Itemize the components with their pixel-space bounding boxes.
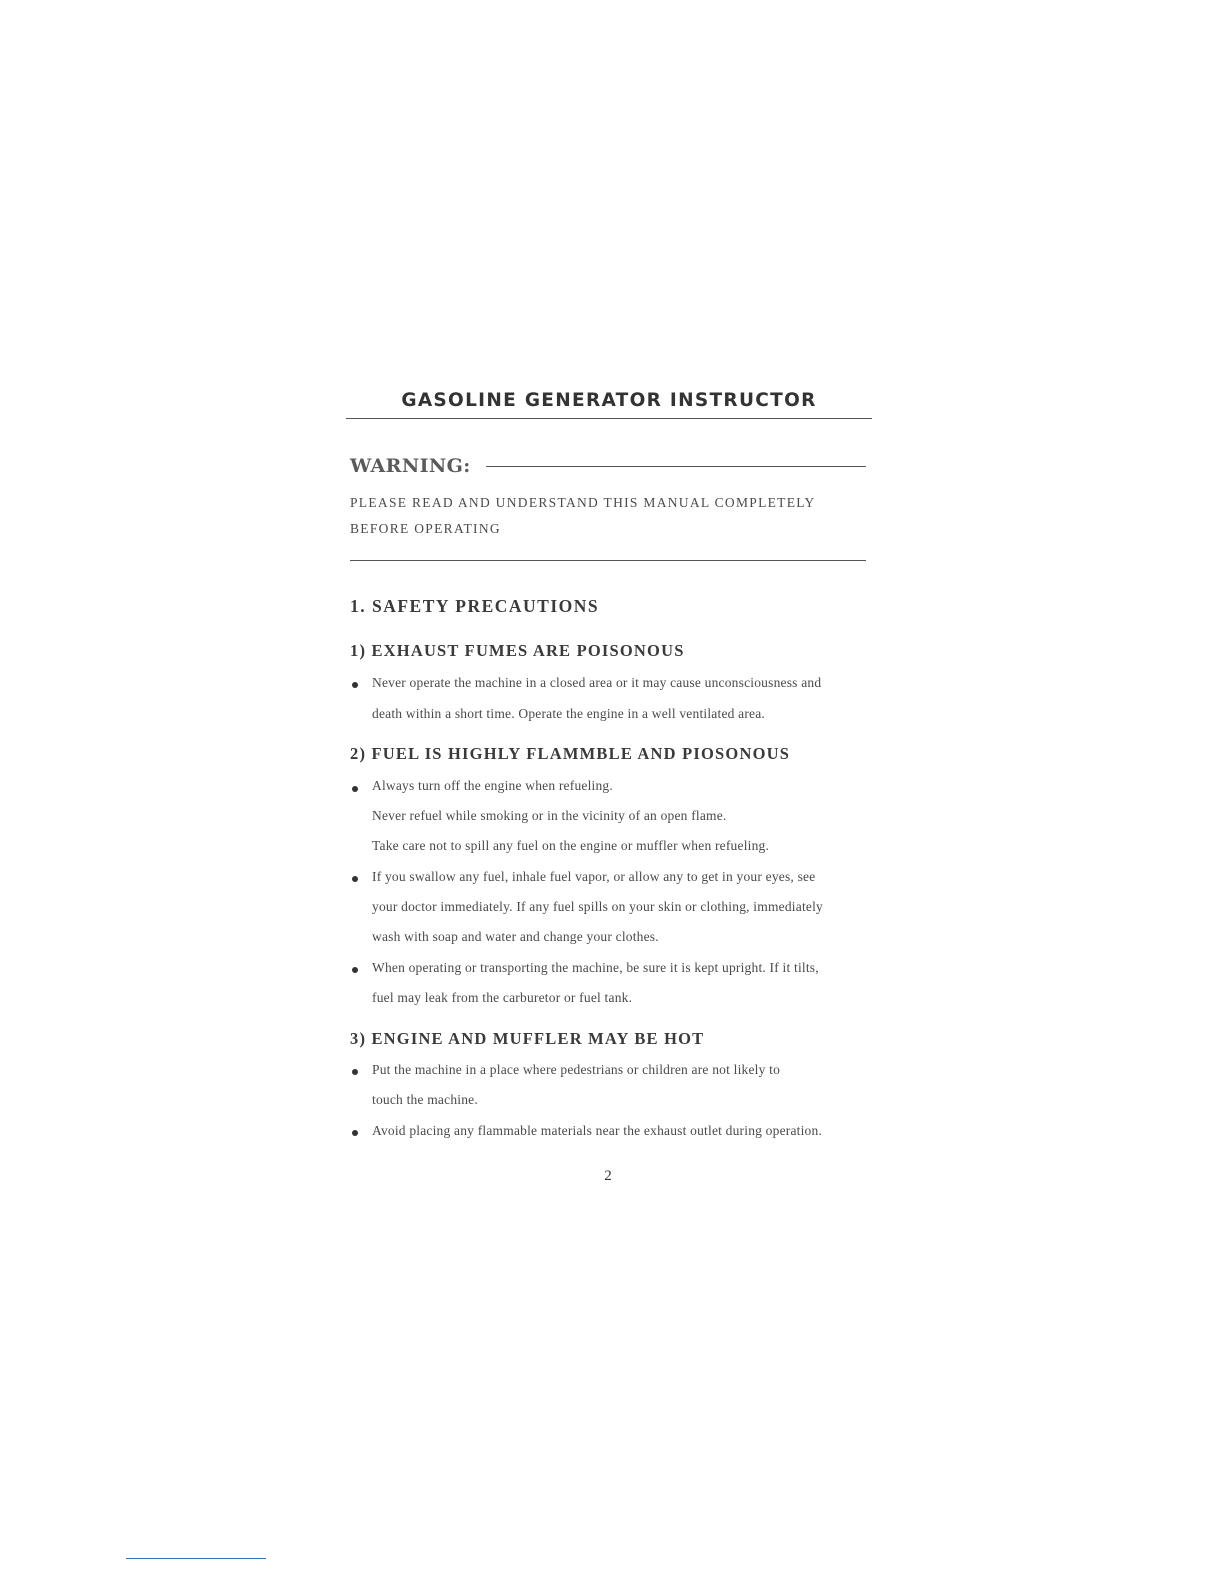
subsection-heading: 3) ENGINE AND MUFFLER MAY BE HOT — [350, 1029, 705, 1048]
warning-divider — [486, 466, 866, 467]
body-line: death within a short time. Operate the engine in a well ventilated area. — [372, 706, 766, 721]
body-line: your doctor immediately. If any fuel spills on your skin or clothing, immediately — [372, 899, 823, 914]
body-line: When operating or transporting the machine, be sure it is kept upright. If it tilts, — [372, 960, 819, 975]
body-line: Take care not to spill any fuel on the engine or muffler when refueling. — [372, 838, 770, 853]
page-number: 2 — [604, 1168, 612, 1184]
footer-divider — [126, 1558, 266, 1559]
body-line: touch the machine. — [372, 1092, 478, 1107]
warning-text: PLEASE READ AND UNDERSTAND THIS MANUAL COMPLETELY BEFORE OPERATING — [350, 495, 816, 536]
subsection-heading: 1) EXHAUST FUMES ARE POISONOUS — [350, 641, 685, 660]
title-divider — [346, 418, 872, 419]
section-heading: 1. SAFETY PRECAUTIONS — [350, 596, 600, 616]
body-line: Never refuel while smoking or in the vicinity of an open flame. — [372, 808, 727, 823]
body-line: Always turn off the engine when refueling. — [372, 778, 613, 793]
warning-label: WARNING: — [350, 455, 471, 477]
body-line: Never operate the machine in a closed area or it may cause unconsciousness and — [372, 675, 822, 690]
bullet-dot — [352, 786, 358, 792]
bullet-dot — [352, 967, 358, 973]
bullet-dot — [352, 1069, 358, 1075]
subsection-heading: 2) FUEL IS HIGHLY FLAMMBLE AND PIOSONOUS — [350, 744, 791, 763]
body-line: wash with soap and water and change your clothes. — [372, 929, 659, 944]
body-line: fuel may leak from the carburetor or fuel tank. — [372, 990, 633, 1005]
body-line: Avoid placing any flammable materials near the exhaust outlet during operation. — [372, 1123, 823, 1138]
body-line: If you swallow any fuel, inhale fuel vapor, or allow any to get in your eyes, see — [372, 869, 816, 884]
bullet-dot — [352, 1130, 358, 1136]
body-line: Put the machine in a place where pedestrians or children are not likely to — [372, 1062, 781, 1077]
bullet-dot — [352, 682, 358, 688]
bullet-dot — [352, 876, 358, 882]
page-title: GASOLINE GENERATOR INSTRUCTOR — [401, 390, 817, 411]
warning-bottom-divider — [350, 560, 866, 561]
